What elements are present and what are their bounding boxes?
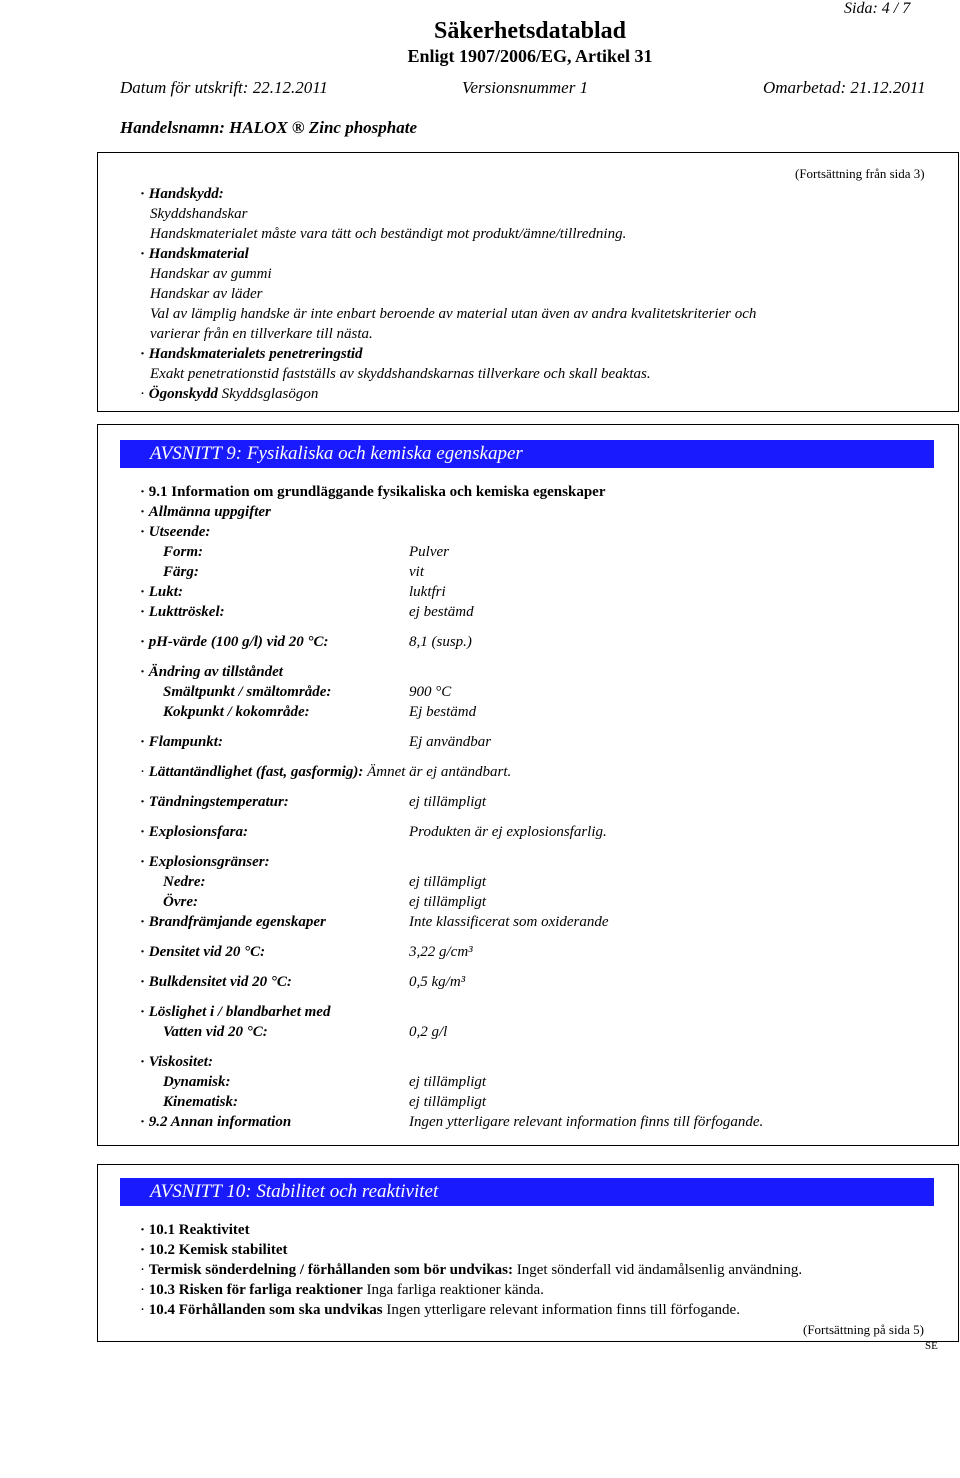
solubility-label: · Löslighet i / blandbarhet med — [140, 1002, 330, 1022]
glove-material-text-2: Handskar av läder — [150, 286, 263, 302]
dynamic-viscosity-value: ej tillämpligt — [409, 1074, 487, 1090]
upper-limit-value: ej tillämpligt — [409, 894, 487, 910]
revision-date: Omarbetad: 21.12.2011 — [763, 78, 926, 97]
penetration-text: Exakt penetrationstid fastställs av skyddshandskarnas tillverkare och skall beaktas. — [150, 366, 651, 382]
document-title: Säkerhetsdatablad — [433, 18, 627, 44]
ph-label: · pH-värde (100 g/l) vid 20 °C: — [140, 632, 328, 652]
boiling-point-value: Ej bestämd — [409, 704, 477, 720]
explosion-hazard-value: Produkten är ej explosionsfarlig. — [409, 824, 607, 840]
melting-point-value: 900 °C — [409, 684, 452, 700]
other-info-value: Ingen ytterligare relevant information finns till förfogande. — [409, 1114, 764, 1130]
ignition-temp-value: ej tillämpligt — [409, 794, 487, 810]
bulk-density-label: · Bulkdensitet vid 20 °C: — [140, 972, 292, 992]
language-code: SE — [925, 1340, 938, 1352]
density-label: · Densitet vid 20 °C: — [140, 942, 265, 962]
water-solubility-label: Vatten vid 20 °C: — [163, 1024, 268, 1040]
hand-protection-label: · Handskydd: — [140, 184, 224, 204]
kinematic-viscosity-value: ej tillämpligt — [409, 1094, 487, 1110]
general-info-label: · Allmänna uppgifter — [140, 502, 271, 522]
flash-point-value: Ej användbar — [409, 734, 492, 750]
continued-from: (Fortsättning från sida 3) — [795, 166, 925, 181]
other-info-label: · 9.2 Annan information — [140, 1112, 291, 1132]
water-solubility-value: 0,2 g/l — [409, 1024, 448, 1040]
flammability: · Lättantändlighet (fast, gasformig): Ämnet är ej antändbart. — [140, 762, 511, 782]
trade-name: Handelsnamn: HALOX ® Zinc phosphate — [120, 118, 418, 137]
conditions-to-avoid: · 10.4 Förhållanden som ska undvikas Ingen ytterligare relevant information finns till förfogande. — [140, 1300, 740, 1320]
print-date: Datum för utskrift: 22.12.2011 — [120, 78, 328, 97]
eye-protection: · Ögonskydd Skyddsglasögon — [140, 384, 318, 404]
odor-threshold-value: ej bestämd — [409, 604, 474, 620]
glove-material-text-4: varierar från en tillverkare till nästa. — [150, 326, 373, 342]
melting-point-label: Smältpunkt / smältområde: — [163, 684, 332, 700]
viscosity-label: · Viskositet: — [140, 1052, 213, 1072]
ignition-temp-label: · Tändningstemperatur: — [140, 792, 289, 812]
reactivity-label: · 10.1 Reaktivitet — [140, 1220, 250, 1240]
section10-heading: AVSNITT 10: Stabilitet och reaktivitet — [120, 1178, 934, 1206]
thermal-decomposition: · Termisk sönderdelning / förhållanden som bör undvikas: Inget sönderfall vid ändamålsenlig användning. — [140, 1260, 802, 1280]
color-label: Färg: — [163, 564, 199, 580]
hand-protection-text-1: Skyddshandskar — [150, 206, 248, 222]
section9-heading: AVSNITT 9: Fysikaliska och kemiska egenskaper — [120, 440, 934, 468]
hand-protection-text-2: Handskmaterialet måste vara tätt och beständigt mot produkt/ämne/tillredning. — [150, 226, 627, 242]
glove-material-text-3: Val av lämplig handske är inte enbart beroende av material utan även av andra kvalitetskriterier och — [150, 306, 757, 322]
boiling-point-label: Kokpunkt / kokområde: — [163, 704, 310, 720]
form-label: Form: — [163, 544, 204, 560]
explosion-limits-label: · Explosionsgränser: — [140, 852, 270, 872]
document-subtitle: Enligt 1907/2006/EG, Artikel 31 — [407, 46, 653, 66]
page-number: Sida: 4 / 7 — [844, 0, 911, 17]
odor-threshold-label: · Lukttröskel: — [140, 602, 225, 622]
density-value: 3,22 g/cm³ — [409, 944, 473, 960]
state-change-label: · Ändring av tillståndet — [140, 662, 283, 682]
color-value: vit — [409, 564, 424, 580]
oxidizing-value: Inte klassificerat som oxiderande — [409, 914, 609, 930]
ph-value: 8,1 (susp.) — [409, 634, 472, 650]
glove-material-label: · Handskmaterial — [140, 244, 249, 264]
form-value: Pulver — [409, 544, 449, 560]
oxidizing-label: · Brandfrämjande egenskaper — [140, 912, 326, 932]
continued-on: (Fortsättning på sida 5) — [803, 1322, 924, 1337]
appearance-label: · Utseende: — [140, 522, 210, 542]
dynamic-viscosity-label: Dynamisk: — [163, 1074, 231, 1090]
upper-limit-label: Övre: — [163, 894, 198, 910]
penetration-label: · Handskmaterialets penetreringstid — [140, 344, 363, 364]
lower-limit-label: Nedre: — [163, 874, 206, 890]
explosion-hazard-label: · Explosionsfara: — [140, 822, 248, 842]
lower-limit-value: ej tillämpligt — [409, 874, 487, 890]
flash-point-label: · Flampunkt: — [140, 732, 223, 752]
kinematic-viscosity-label: Kinematisk: — [163, 1094, 239, 1110]
bulk-density-value: 0,5 kg/m³ — [409, 974, 466, 990]
odor-label: · Lukt: — [140, 582, 183, 602]
chemical-stability-label: · 10.2 Kemisk stabilitet — [140, 1240, 288, 1260]
section-9-1-title: · 9.1 Information om grundläggande fysikaliska och kemiska egenskaper — [140, 482, 605, 502]
odor-value: luktfri — [409, 584, 446, 600]
version-number: Versionsnummer 1 — [462, 78, 589, 97]
glove-material-text-1: Handskar av gummi — [150, 266, 272, 282]
hazardous-reactions: · 10.3 Risken för farliga reaktioner Inga farliga reaktioner kända. — [140, 1280, 544, 1300]
